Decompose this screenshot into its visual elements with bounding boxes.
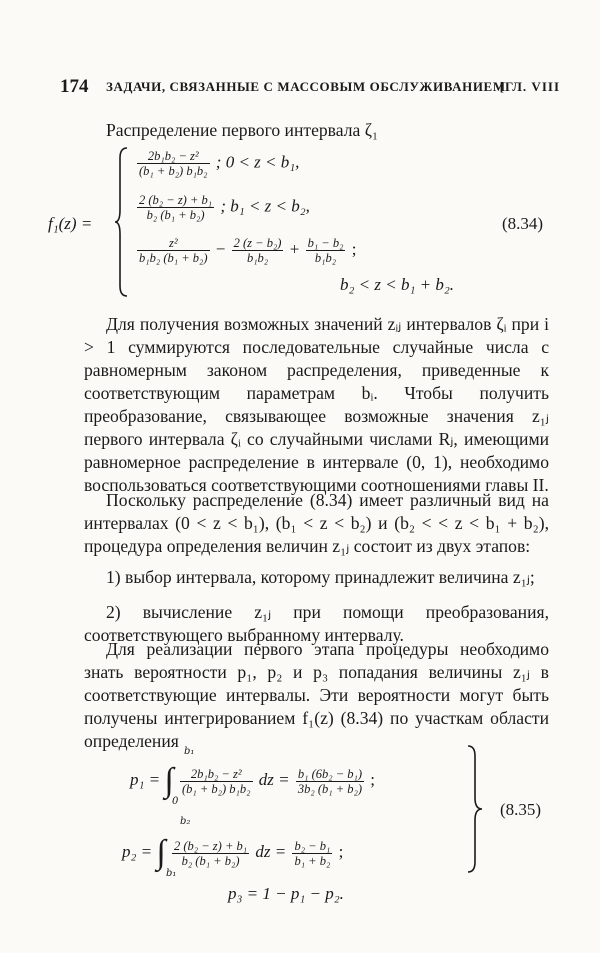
p2-lower-limit: b₁ <box>166 868 177 879</box>
list-item-2: 2) вычисление z₁ⱼ при помощи преобразования, соответствующего выбранному интервалу. <box>84 602 549 645</box>
chapter-label: [ГЛ. VIII <box>499 79 560 94</box>
paragraph-2: Поскольку распределение (8.34) имеет различный вид на интервалах (0 < z < b₁), (b₁ < z < b₂) и (b₂ < < z < b₁ + b₂), процедура определения величин z₁ⱼ состоит из двух этапов: <box>84 490 549 556</box>
eq834-case3: $\frac{\text{z²}}{\text{b₁b₂ (b₁ + b₂)}}$ − $\frac{\text{2 (z − b₂)}}{\text{b₁b₂}}$ + $\frac{\text{b₁ − b₂}}{\text{b₁b₂}}$ ; <box>139 236 357 265</box>
eq834-case1: $\frac{\text{2b₁b₂ − z²}}{\text{(b₁ + b₂) b₁b₂}}$ ; 0 < z < b₁, <box>139 149 300 178</box>
p1-upper-limit: b₁ <box>184 746 195 757</box>
page-header <box>60 76 560 100</box>
page-number: 174 <box>60 76 89 97</box>
p2-upper-limit: b₂ <box>180 816 191 827</box>
paragraph-1: Для получения возможных значений zᵢⱼ интервалов ζᵢ при i > 1 суммируются последовательные случайные числа с равномерным законом распределения, приведенные к соответствующим параметрам bᵢ. Чтобы получить преобразование, связывающее возможные значения z₁ⱼ первого интервала ζᵢ со случайными числами Rⱼ, имеющими равномерное распределение в интервале (0, 1), необходимо воспользоваться соответствующими соотношениями главы II. <box>84 314 549 495</box>
paragraph-3: Для реализации первого этапа процедуры необходимо знать вероятности p₁, p₂ и p₃ попадания величины z₁ⱼ в соответствующие интервалы. Эти вероятности могут быть получены интегрированием f₁(z) (8.34) по участкам области определения <box>84 639 549 751</box>
eq835-p2: p₂ = ∫ $\frac{\text{2 (b₂ − z) + b₁}}{\text{b₂ (b₁ + b₂)}}$ dz = $\frac{\text{b₂ − b₁}}{\text{b₁ + b₂}}$ ; <box>122 834 344 871</box>
equation-number-8-35: (8.35) <box>500 800 542 819</box>
equation-number-8-34: (8.34) <box>502 214 544 233</box>
eq834-lhs: f₁(z) = <box>48 214 93 233</box>
eq835-p3: p₃ = 1 − p₁ − p₂. <box>228 884 344 903</box>
eq835-p1: p₁ = ∫ $\frac{\text{2b₁b₂ − z²}}{\text{(b₁ + b₂) b₁b₂}}$ dz = $\frac{\text{b₁ (6b₂ − b₁)}}{\text{3b₂ (b₁ + b₂)}}$ ; <box>130 762 376 799</box>
p1-lower-limit: 0 <box>172 796 179 807</box>
list-item-1: 1) выбор интервала, которому принадлежит величина z₁ⱼ; <box>106 567 535 587</box>
integral-sign-icon: ∫ <box>156 834 166 871</box>
eq834-case2: $\frac{\text{2 (b₂ − z) + b₁}}{\text{b₂ (b₁ + b₂)}}$ ; b₁ < z < b₂, <box>139 193 310 222</box>
running-title: ЗАДАЧИ, СВЯЗАННЫЕ С МАССОВЫМ ОБСЛУЖИВАНИЕМ <box>106 79 506 94</box>
eq834-case3-condition: b₂ < z < b₁ + b₂. <box>340 275 455 294</box>
integral-sign-icon: ∫ <box>164 762 174 799</box>
left-brace-icon <box>114 146 130 298</box>
right-brace-icon <box>466 744 484 874</box>
intro-text: Распределение первого интервала ζ₁ <box>106 120 379 140</box>
